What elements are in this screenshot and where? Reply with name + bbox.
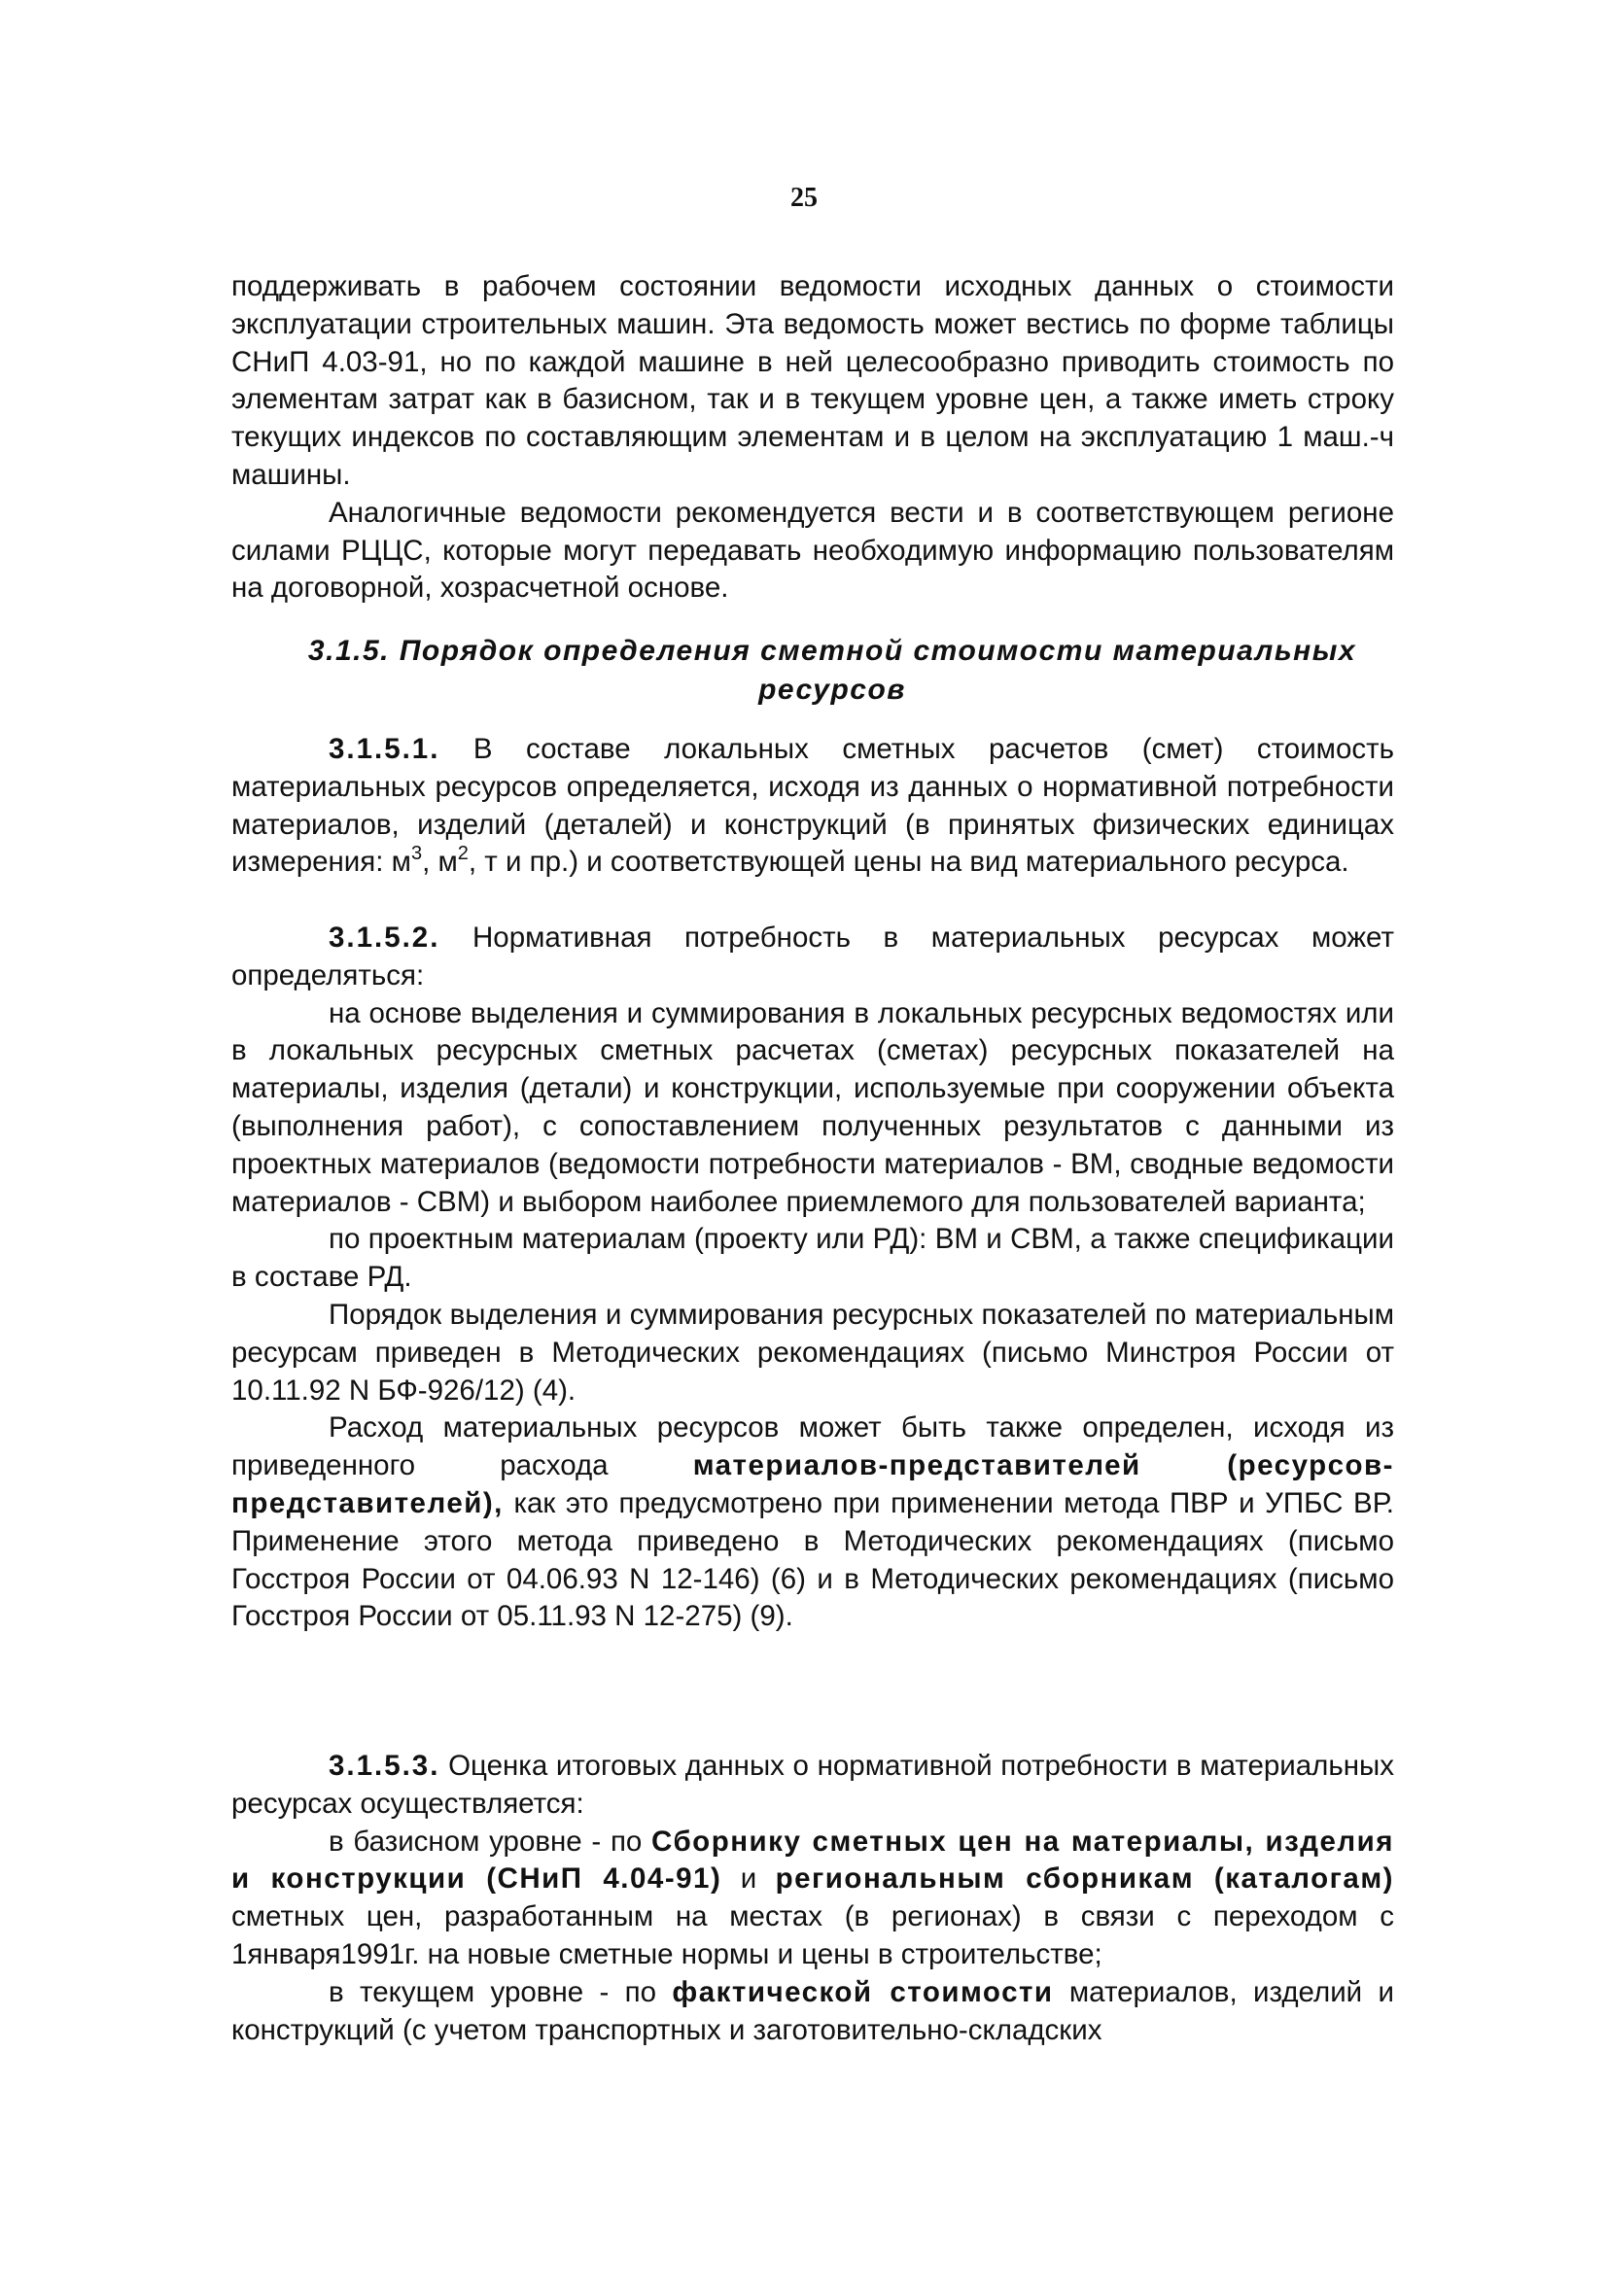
section-heading-line-1: 3.1.5. Порядок определения сметной стоимости материальных	[307, 635, 1357, 667]
consumption-text-a: Расход материальных ресурсов может быть также определен, исходя из приведенного расхода	[231, 1411, 1394, 1482]
section-heading-line-2: ресурсов	[758, 674, 906, 706]
superscript-square: 2	[457, 843, 469, 865]
current-text-b: материалов, изделий и конструкций (с учетом транспортных и заготовительно-складских	[231, 1975, 1394, 2046]
base-bold-2: региональным сборникам (каталогам)	[775, 1862, 1394, 1896]
paragraph-consumption	[231, 1409, 1394, 1636]
clause-3-1-5-3	[231, 1748, 1394, 2049]
consumption-text-b: как это предусмотрено при применении метода ПВР и УПБС ВР. Применение этого метода приведено в Методических рекомендациях (письмо Госстроя России от 04.06.93 N 12-146) (6) и в Методических рекомендациях (письмо Госстроя России от 05.11.93 N 12-275) (9).	[231, 1486, 1394, 1633]
base-bold-1: Сборнику сметных цен на материалы, изделия и конструкции (СНиП 4.04-91)	[231, 1825, 1394, 1896]
list-item-current-level	[231, 1974, 1394, 2050]
intro-paragraph-1: поддерживать в рабочем состоянии ведомости исходных данных о стоимости эксплуатации строительных машин. Эта ведомость может вестись по форме таблицы СНиП 4.03-91, но по каждой машине в ней целесообразно приводить стоимость по элементам затрат как в базисном, так и в текущем уровне цен, а также иметь строку текущих индексов по составляющим элементам и в целом на эксплуатацию 1 маш.-ч машины.	[231, 270, 1394, 491]
intro-paragraph-2: Аналогичные ведомости рекомендуется вести и в соответствующем регионе силами РЦЦС, которые могут передавать необходимую информацию пользователям на договорной, хозрасчетной основе.	[231, 496, 1394, 605]
page-number: 25	[790, 183, 818, 213]
clause-3-1-5-3-paragraph	[231, 1748, 1394, 1824]
clause-number: 3.1.5.1.	[329, 733, 440, 765]
current-text-a: в текущем уровне - по	[329, 1975, 673, 2008]
clause-text-b: , м	[422, 846, 458, 879]
clause-text: Нормативная потребность в материальных ресурсах может определяться:	[231, 922, 1394, 991]
clause-text: Оценка итоговых данных о нормативной потребности в материальных ресурсах осуществляется:	[231, 1750, 1394, 1820]
clause-3-1-5-1	[231, 731, 1394, 882]
current-bold: фактической стоимости	[672, 1975, 1054, 2008]
clause-number: 3.1.5.2.	[329, 922, 440, 954]
base-mid: и	[721, 1862, 776, 1896]
list-item-project-materials: по проектным материалам (проекту или РД): ВМ и СВМ, а также спецификации в составе РД.	[231, 1223, 1394, 1294]
clause-3-1-5-2	[231, 920, 1394, 1636]
intro-block	[231, 268, 1394, 608]
clause-3-1-5-2-paragraph	[231, 920, 1394, 995]
list-item-base-level	[231, 1824, 1394, 1974]
clause-text-a: В составе локальных сметных расчетов (смет) стоимость материальных ресурсов определяется, исходя из данных о нормативной потребности материалов, изделий (деталей) и конструкций (в принятых физических единицах измерения: м	[231, 733, 1394, 879]
base-text-b: сметных цен, разработанным на местах (в регионах) в связи с переходом с 1января1991г. на новые сметные нормы и цены в строительстве;	[231, 1900, 1394, 1970]
superscript-cubic: 3	[410, 843, 423, 865]
clause-number: 3.1.5.3.	[329, 1750, 440, 1782]
section-heading-block	[231, 632, 1394, 710]
clause-text-c: , т и пр.) и соответствующей цены на вид материального ресурса.	[468, 846, 1349, 879]
base-text-a: в базисном уровне - по	[329, 1825, 652, 1858]
paragraph-order: Порядок выделения и суммирования ресурсных показателей по материальным ресурсам приведен в Методических рекомендациях (письмо Минстроя России от 10.11.92 N БФ-926/12) (4).	[231, 1298, 1394, 1407]
consumption-bold: материалов-представителей (ресурсов-представителей),	[231, 1449, 1394, 1519]
list-item-resource-statements: на основе выделения и суммирования в локальных ресурсных ведомостях или в локальных ресурсных сметных расчетах (сметах) ресурсных показателей на материалы, изделия (детали) и конструкции, используемые при сооружении объекта (выполнения работ), с сопоставлением полученных результатов с данными из проектных материалов (ведомости потребности материалов - ВМ, сводные ведомости материалов - СВМ) и выбором наиболее приемлемого для пользователей варианта;	[231, 996, 1394, 1218]
clause-3-1-5-1-paragraph	[231, 731, 1394, 882]
